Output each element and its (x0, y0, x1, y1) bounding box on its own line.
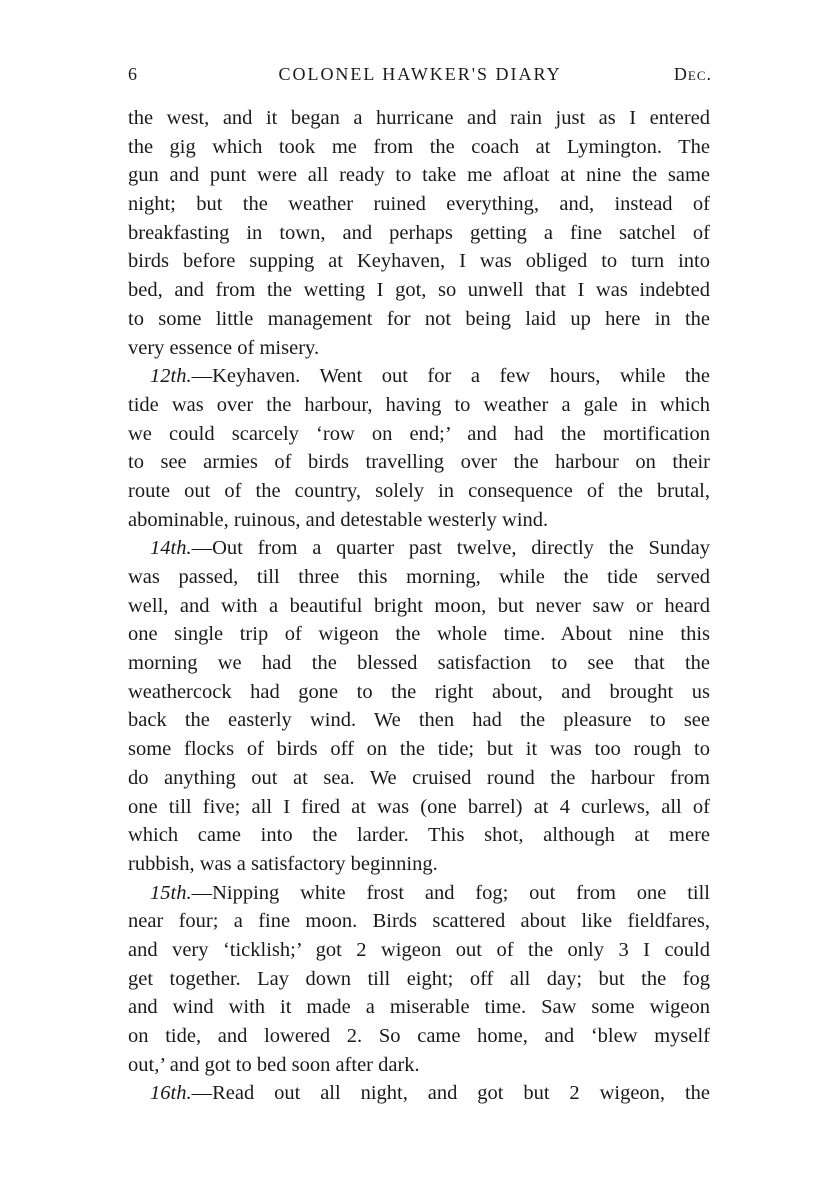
text-line: well, and with a beautiful bright moon, but never saw or heard (128, 594, 710, 617)
text-line: out,’ and got to bed soon after dark. (128, 1053, 420, 1076)
text-line: birds before supping at Keyhaven, I was obliged to turn into (128, 250, 710, 273)
entry-text: —Read out all night, and got but 2 wigeon, the (191, 1082, 710, 1105)
entry-date: 12th. (150, 365, 192, 388)
text-line: we could scarcely ‘row on end;’ and had the mortification (128, 422, 710, 445)
entry-date: 16th. (150, 1082, 192, 1105)
diary-text (128, 104, 710, 1108)
text-line: one till five; all I fired at was (one barrel) at 4 curlews, all of (128, 795, 710, 818)
text-line: and very ‘ticklish;’ got 2 wigeon out of the only 3 I could (128, 938, 710, 961)
entry-date: 15th. (150, 881, 192, 904)
running-head (128, 64, 712, 92)
entry-text: —Nipping white frost and fog; out from one till (191, 881, 710, 904)
entry-date: 14th. (150, 537, 192, 560)
text-line: back the easterly wind. We then had the pleasure to see (128, 709, 710, 732)
text-line: morning we had the blessed satisfaction to see that the (128, 652, 710, 675)
entry-first-line (128, 879, 710, 908)
entry-text: —Keyhaven. Went out for a few hours, while the (191, 365, 710, 388)
text-line: was passed, till three this morning, while the tide served (128, 566, 710, 588)
page-number: 6 (128, 64, 139, 84)
text-line: to see armies of birds travelling over the harbour on their (128, 451, 710, 474)
text-line: night; but the weather ruined everything, and, instead of (128, 193, 710, 216)
text-line: one single trip of wigeon the whole time. About nine this (128, 623, 710, 646)
text-line: bed, and from the wetting I got, so unwell that I was indebted (128, 279, 710, 302)
text-line: and wind with it made a miserable time. Saw some wigeon (128, 996, 710, 1019)
running-title: COLONEL HAWKER'S DIARY (278, 64, 562, 84)
text-line: tide was over the harbour, having to weather a gale in which (128, 393, 710, 416)
text-line: rubbish, was a satisfactory beginning. (128, 852, 438, 875)
text-line: gun and punt were all ready to take me afloat at nine the same (128, 164, 710, 187)
text-line: to some little management for not being laid up here in the (128, 307, 710, 330)
text-line: on tide, and lowered 2. So came home, and ‘blew myself (128, 1025, 710, 1047)
text-line: weathercock had gone to the right about, and brought us (128, 680, 710, 703)
entry-first-line (128, 534, 710, 563)
text-line: abominable, ruinous, and detestable westerly wind. (128, 508, 549, 531)
text-line: get together. Lay down till eight; off all day; but the fog (128, 967, 710, 990)
text-line: very essence of misery. (128, 336, 320, 359)
entry-first-line (128, 362, 710, 391)
text-line: the gig which took me from the coach at Lymington. The (128, 135, 710, 158)
text-line: which came into the larder. This shot, although at mere (128, 824, 710, 847)
text-line: route out of the country, solely in consequence of the brutal, (128, 479, 710, 502)
entry-text: —Out from a quarter past twelve, directly the Sunday (191, 537, 710, 560)
running-month: Dec. (673, 64, 712, 84)
entry-first-line (128, 1079, 710, 1108)
text-line: near four; a fine moon. Birds scattered about like fieldfares, (128, 910, 710, 933)
text-line: the west, and it began a hurricane and rain just as I entered (128, 107, 710, 129)
text-line: breakfasting in town, and perhaps getting a fine satchel of (128, 221, 710, 244)
text-line: do anything out at sea. We cruised round the harbour from (128, 766, 710, 789)
text-line: some flocks of birds off on the tide; but it was too rough to (128, 738, 710, 761)
